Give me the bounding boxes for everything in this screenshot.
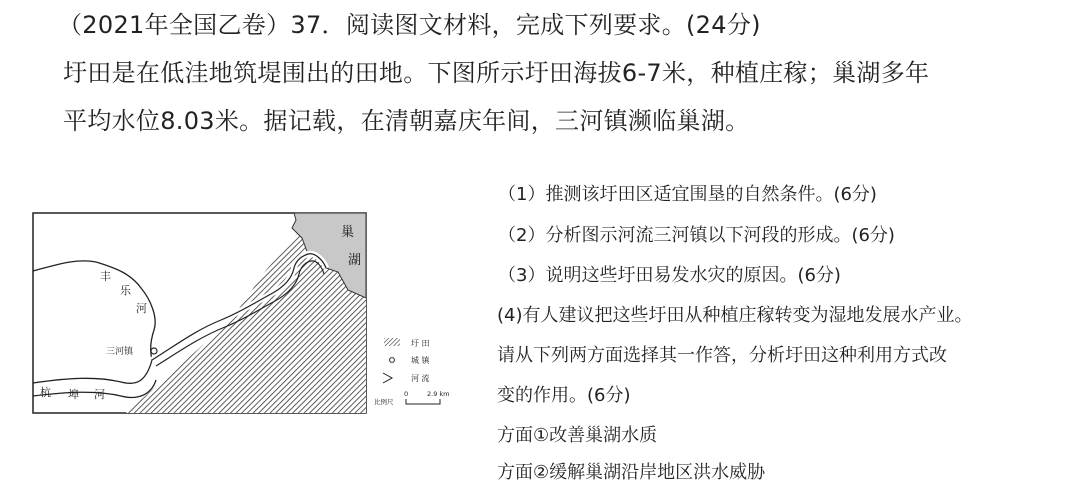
legend-scale-bar: [406, 399, 440, 404]
fengle-label-3: 河: [136, 302, 147, 315]
map-figure: [26, 170, 456, 430]
question-4-line-1: (4)有人建议把这些圩田从种植庄稼转变为湿地发展水产业。: [497, 305, 973, 326]
legend-river-symbol: [383, 373, 392, 383]
legend-scale-start: 0: [404, 390, 409, 398]
map-svg: [26, 170, 456, 430]
lake-label-1: 巢: [341, 225, 355, 240]
legend-town-marker: [390, 358, 395, 363]
town-label: 三河镇: [106, 347, 134, 357]
question-2: （2）分析图示河流三河镇以下河段的形成。(6分): [498, 225, 895, 246]
option-2: 方面②缓解巢湖沿岸地区洪水威胁: [497, 462, 766, 483]
legend-scale-end: 2.9 km: [427, 390, 450, 398]
question-header: （2021年全国乙卷）37．阅读图文材料，完成下列要求。(24分): [58, 11, 761, 39]
question-4-line-3: 变的作用。(6分): [497, 385, 631, 406]
lake-label-2: 湖: [348, 253, 362, 268]
legend-polder-swatch: [384, 338, 400, 346]
question-3: （3）说明这些圩田易发水灾的原因。(6分): [498, 265, 841, 286]
town-marker: [151, 348, 157, 354]
intro-line-2: 圩田是在低洼地筑堤围出的田地。下图所示圩田海拔6-7米，种植庄稼；巢湖多年: [63, 59, 930, 87]
intro-line-3: 平均水位8.03米。据记载，在清朝嘉庆年间，三河镇濒临巢湖。: [63, 107, 750, 135]
fengle-label-1: 丰: [100, 270, 111, 283]
question-4-line-2: 请从下列两方面选择其一作答，分析圩田这种利用方式改: [497, 345, 947, 366]
question-1: （1）推测该圩田区适宜围垦的自然条件。(6分): [498, 184, 877, 205]
option-1: 方面①改善巢湖水质: [497, 425, 658, 446]
hangbu-label-2: 埠: [68, 388, 79, 401]
legend-river-label: 河 流: [411, 374, 430, 383]
legend-polder-label: 圩 田: [411, 339, 430, 348]
legend-town-label: 城 镇: [411, 356, 430, 365]
fengle-label-2: 乐: [120, 284, 131, 297]
hangbu-label-1: 杭: [40, 386, 51, 399]
legend-scale-label: 比例尺: [374, 398, 394, 406]
hangbu-label-3: 河: [94, 388, 105, 401]
